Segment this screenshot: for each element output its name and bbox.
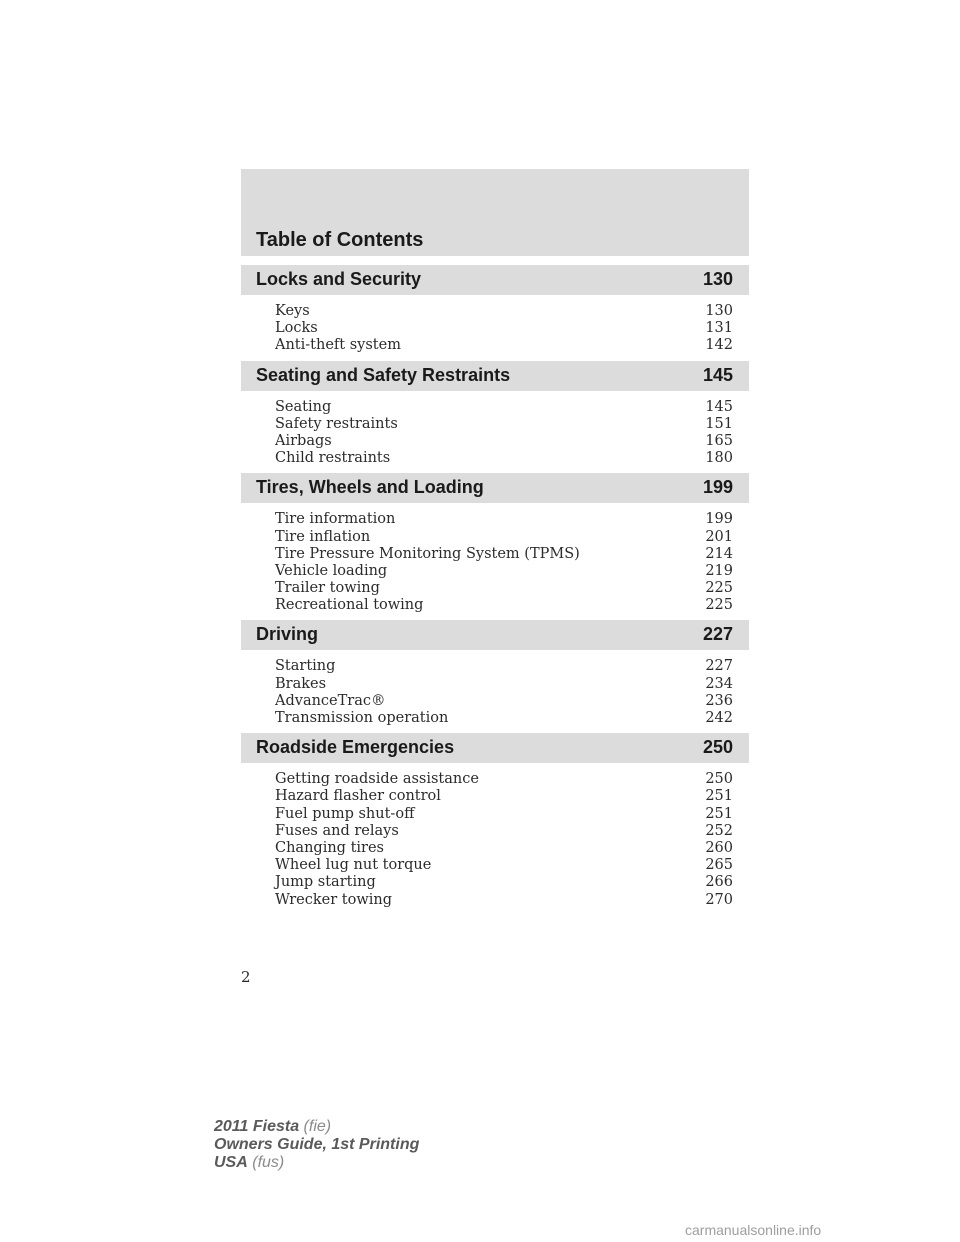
toc-entry[interactable]: [241, 710, 749, 727]
toc-entry-label: Tire inflation: [275, 528, 371, 545]
footer-market-code: (fus): [252, 1154, 285, 1171]
toc-entry-page: 219: [705, 562, 733, 579]
section-title: Locks and Security: [256, 269, 422, 289]
header-box: [241, 169, 749, 256]
toc-entry-page: 225: [705, 597, 733, 614]
toc-entry-page: 201: [705, 528, 733, 545]
section-items: [241, 650, 749, 733]
toc-entry[interactable]: [241, 676, 749, 693]
toc-entry[interactable]: [241, 303, 749, 320]
toc-entry-label: Changing tires: [275, 839, 384, 856]
toc-entry[interactable]: [241, 337, 749, 354]
toc-entry[interactable]: [241, 874, 749, 891]
section-page: 145: [702, 364, 733, 385]
toc-entry-page: 242: [705, 710, 733, 726]
toc-entry-label: Starting: [275, 658, 336, 675]
footer: [214, 1118, 419, 1172]
toc-entry-page: 142: [705, 337, 733, 354]
toc-entry-page: 130: [705, 303, 733, 319]
section-page: 227: [702, 624, 733, 645]
toc-entry-page: 270: [705, 891, 733, 908]
toc-entry-label: Recreational towing: [275, 597, 424, 614]
toc-entry-page: 180: [705, 450, 733, 467]
toc-entry[interactable]: [241, 771, 749, 788]
section-items: [241, 763, 749, 915]
toc-entry-label: Seating: [275, 398, 332, 415]
section-page: 199: [702, 477, 733, 498]
toc-entry-label: Jump starting: [275, 874, 376, 891]
toc-entry-label: Keys: [275, 303, 310, 319]
toc-entry-label: Anti-theft system: [275, 337, 401, 354]
section-items: [241, 295, 749, 361]
toc-entry-page: 266: [705, 874, 733, 891]
toc-entry-page: 225: [705, 580, 733, 597]
toc-entry-label: Fuses and relays: [275, 822, 399, 839]
page-title: Table of Contents: [256, 229, 424, 251]
toc-entry-page: 251: [705, 788, 733, 805]
toc-entry[interactable]: [241, 511, 749, 528]
watermark: carmanualsonline.info: [685, 1222, 822, 1238]
toc-entry[interactable]: [241, 840, 749, 857]
toc-entry[interactable]: [241, 658, 749, 675]
toc-entry[interactable]: [241, 857, 749, 874]
toc-entry-label: Safety restraints: [275, 415, 398, 432]
toc-entry-label: Vehicle loading: [275, 562, 388, 579]
toc-entry[interactable]: [241, 563, 749, 580]
toc-entry[interactable]: [241, 433, 749, 450]
toc-entry-page: 260: [705, 839, 733, 856]
toc-entry-label: Airbags: [275, 432, 332, 449]
toc-entry-label: Hazard flasher control: [275, 788, 441, 805]
toc-entry-page: 236: [705, 692, 733, 709]
section-page: 130: [702, 269, 733, 289]
toc-entry[interactable]: [241, 399, 749, 416]
toc-entry[interactable]: [241, 693, 749, 710]
toc-entry-label: Locks: [275, 320, 318, 337]
section-title: Seating and Safety Restraints: [256, 364, 511, 385]
section-header[interactable]: [241, 361, 749, 391]
toc-entry-label: Child restraints: [275, 450, 391, 467]
toc-entry[interactable]: [241, 788, 749, 805]
table-of-contents: [241, 265, 749, 915]
toc-entry-label: Tire Pressure Monitoring System (TPMS): [275, 545, 580, 562]
toc-entry-page: 145: [705, 398, 733, 415]
section-header[interactable]: [241, 620, 749, 650]
toc-entry-page: 250: [705, 771, 733, 788]
toc-entry[interactable]: [241, 529, 749, 546]
toc-entry-page: 151: [705, 415, 733, 432]
toc-entry-label: Transmission operation: [275, 710, 449, 726]
section-header[interactable]: [241, 265, 749, 295]
section-items: [241, 391, 749, 474]
section-title: Tires, Wheels and Loading: [256, 477, 484, 498]
toc-entry-page: 227: [705, 658, 733, 675]
toc-entry-page: 252: [705, 822, 733, 839]
toc-entry-page: 234: [705, 675, 733, 692]
toc-entry-page: 199: [705, 511, 733, 528]
toc-entry[interactable]: [241, 320, 749, 337]
footer-market: USA: [214, 1154, 248, 1171]
toc-entry-page: 251: [705, 805, 733, 822]
toc-entry[interactable]: [241, 450, 749, 467]
toc-entry[interactable]: [241, 597, 749, 614]
toc-entry-page: 131: [705, 320, 733, 337]
toc-entry[interactable]: [241, 806, 749, 823]
toc-entry-label: Fuel pump shut-off: [275, 805, 415, 822]
page-number: 2: [241, 968, 251, 986]
toc-entry-page: 265: [705, 857, 733, 874]
footer-model-code: (fie): [303, 1118, 332, 1135]
toc-entry-label: Brakes: [275, 675, 327, 692]
section-page: 250: [702, 737, 733, 758]
toc-entry-label: AdvanceTrac®: [275, 692, 386, 709]
toc-entry-label: Tire information: [275, 511, 396, 528]
toc-entry-label: Getting roadside assistance: [275, 771, 479, 788]
section-items: [241, 503, 749, 620]
footer-guide: Owners Guide, 1st Printing: [214, 1136, 420, 1153]
toc-entry-label: Wheel lug nut torque: [275, 857, 432, 874]
toc-entry[interactable]: [241, 580, 749, 597]
toc-entry[interactable]: [241, 892, 749, 909]
toc-entry-page: 165: [705, 432, 733, 449]
section-title: Roadside Emergencies: [256, 737, 455, 758]
toc-entry[interactable]: [241, 416, 749, 433]
section-header[interactable]: [241, 473, 749, 503]
section-title: Driving: [256, 624, 319, 645]
toc-entry-label: Trailer towing: [275, 580, 380, 597]
toc-entry[interactable]: [241, 823, 749, 840]
footer-model: 2011 Fiesta: [214, 1118, 300, 1135]
section-header[interactable]: [241, 733, 749, 763]
toc-entry[interactable]: [241, 546, 749, 563]
toc-entry-page: 214: [705, 545, 733, 562]
toc-entry-label: Wrecker towing: [275, 891, 393, 908]
